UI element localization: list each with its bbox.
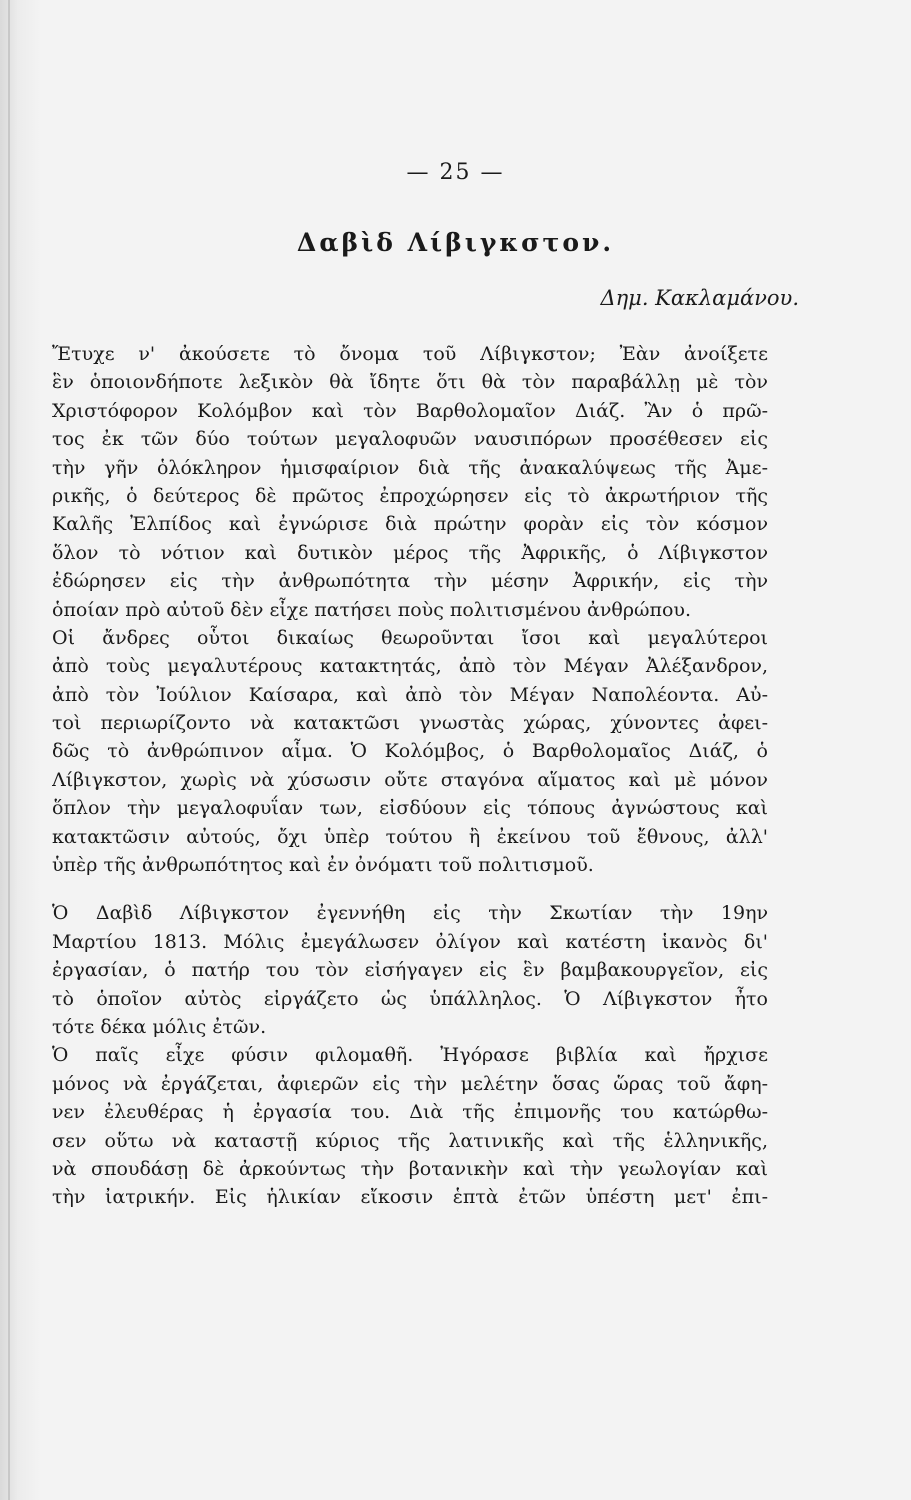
text-line: Χριστόφορον Κολόμβον καὶ τὸν Βαρθολομαῖον Διάζ. Ἂν ὁ πρῶ-: [52, 399, 768, 422]
chapter-title: Δαβὶδ Λίβιγκστον.: [296, 228, 615, 257]
paragraph: [52, 1041, 768, 1211]
text-line: τος ἐκ τῶν δύο τούτων μεγαλοφυῶν ναυσιπόρων προσέθεσεν εἰς: [52, 428, 768, 451]
text-line: Ὁ παῖς εἶχε φύσιν φιλομαθῆ. Ἠγόρασε βιβλία καὶ ἤρχισε: [52, 1044, 768, 1067]
text-line: Καλῆς Ἐλπίδος καὶ ἐγνώρισε διὰ πρώτην φορὰν εἰς τὸν κόσμον: [52, 513, 768, 536]
text-line: Μαρτίου 1813. Μόλις ἐμεγάλωσεν ὀλίγον καὶ κατέστη ἱκανὸς δι': [52, 930, 768, 953]
text-line: Ὁ Δαβὶδ Λίβιγκστον ἐγεννήθη εἰς τὴν Σκωτίαν τὴν 19ην: [52, 902, 768, 925]
text-line: Οἱ ἄνδρες οὗτοι δικαίως θεωροῦνται ἴσοι καὶ μεγαλύτεροι: [52, 626, 768, 649]
text-line: ρικῆς, ὁ δεύτερος δὲ πρῶτος ἐπροχώρησεν εἰς τὸ ἀκρωτήριον τῆς: [52, 484, 768, 507]
text-line: ἓν ὁποιονδήποτε λεξικὸν θὰ ἴδητε ὅτι θὰ τὸν παραβάλλῃ μὲ τὸν: [52, 371, 768, 394]
page-number: — 25 —: [406, 160, 505, 185]
paragraph: [52, 899, 768, 1041]
text-line: ἀπὸ τοὺς μεγαλυτέρους κατακτητάς, ἀπὸ τὸν Μέγαν Ἀλέξανδρον,: [52, 655, 768, 678]
paragraph: [52, 340, 768, 624]
text-line: δῶς τὸ ἀνθρώπινον αἷμα. Ὁ Κολόμβος, ὁ Βαρθολομαῖος Διάζ, ὁ: [52, 740, 768, 763]
author-byline: Δημ. Κακλαμάνου.: [600, 286, 799, 310]
binding-gutter: [8, 0, 10, 1500]
text-line: κατακτῶσιν αὐτούς, ὄχι ὑπὲρ τούτου ἢ ἐκείνου τοῦ ἔθνους, ἀλλ': [52, 825, 768, 848]
text-line: σεν οὕτω νὰ καταστῇ κύριος τῆς λατινικῆς καὶ τῆς ἑλληνικῆς,: [52, 1129, 768, 1152]
text-line: ἀπὸ τὸν Ἰούλιον Καίσαρα, καὶ ἀπὸ τὸν Μέγαν Ναπολέοντα. Αὐ-: [52, 683, 768, 706]
text-line: Λίβιγκστον, χωρὶς νὰ χύσωσιν οὔτε σταγόνα αἵματος καὶ μὲ μόνον: [52, 768, 768, 791]
text-line: ὅπλον τὴν μεγαλοφυΐαν των, εἰσδύουν εἰς τόπους ἀγνώστους καὶ: [52, 797, 768, 820]
text-line: τὴν ἰατρικήν. Εἰς ἡλικίαν εἴκοσιν ἑπτὰ ἐτῶν ὑπέστη μετ' ἐπι-: [52, 1186, 768, 1209]
text-line: νὰ σπουδάσῃ δὲ ἀρκούντως τὴν βοτανικὴν καὶ τὴν γεωλογίαν καὶ: [52, 1157, 768, 1180]
text-line: τὸ ὁποῖον αὐτὸς εἰργάζετο ὡς ὑπάλληλος. Ὁ Λίβιγκστον ἦτο: [52, 987, 768, 1010]
text-line: τὴν γῆν ὁλόκληρον ἡμισφαίριον διὰ τῆς ἀνακαλύψεως τῆς Ἀμε-: [52, 456, 768, 479]
paragraph: [52, 624, 768, 880]
text-line: ὅλον τὸ νότιον καὶ δυτικὸν μέρος τῆς Ἀφρικῆς, ὁ Λίβιγκστον: [52, 541, 768, 564]
body-text: [52, 340, 768, 1212]
text-line: τότε δέκα μόλις ἐτῶν.: [52, 1015, 267, 1038]
text-line: ὑπὲρ τῆς ἀνθρωπότητος καὶ ἐν ὀνόματι τοῦ πολιτισμοῦ.: [52, 854, 594, 877]
text-line: Ἔτυχε ν' ἀκούσετε τὸ ὄνομα τοῦ Λίβιγκστον; Ἐὰν ἀνοίξετε: [52, 343, 768, 365]
section-gap: [52, 879, 768, 899]
text-line: ὁποίαν πρὸ αὐτοῦ δὲν εἶχε πατήσει ποὺς πολιτισμένου ἀνθρώπου.: [52, 598, 691, 621]
text-line: ἐργασίαν, ὁ πατήρ του τὸν εἰσήγαγεν εἰς ἓν βαμβακουργεῖον, εἰς: [52, 959, 768, 982]
text-line: ἐδώρησεν εἰς τὴν ἀνθρωπότητα τὴν μέσην Ἀφρικήν, εἰς τὴν: [52, 570, 768, 593]
text-line: τοὶ περιωρίζοντο νὰ κατακτῶσι γνωστὰς χώρας, χύνοντες ἀφει-: [52, 712, 768, 735]
text-line: νεν ἐλευθέρας ἡ ἐργασία του. Διὰ τῆς ἐπιμονῆς του κατώρθω-: [52, 1101, 768, 1124]
text-line: μόνος νὰ ἐργάζεται, ἀφιερῶν εἰς τὴν μελέτην ὅσας ὥρας τοῦ ἄφη-: [52, 1072, 768, 1095]
